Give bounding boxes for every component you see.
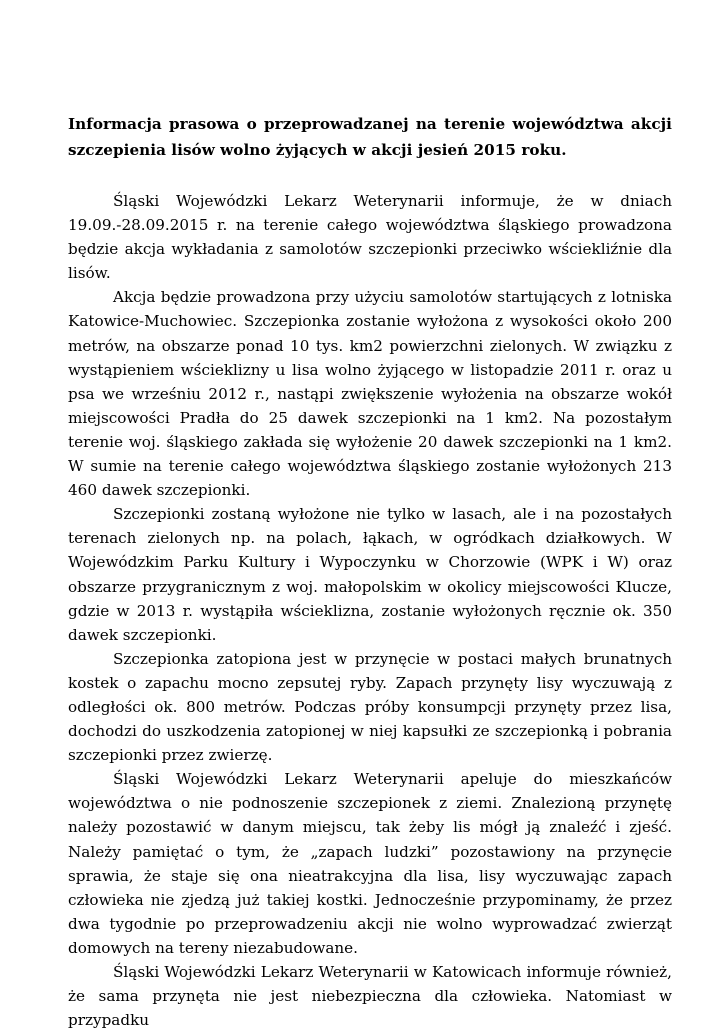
paragraph-bait-description: Szczepionka zatopiona jest w przynęcie w postaci małych brunatnych kostek o zapachu mocno zepsutej ryby. Zapach przynęty lisy wyczuwają z odległości ok. 800 metrów. Podczas próby konsumpcji przynęty przez lisa, dochodzi do uszkodzenia zatopionej w niej kapsułki ze szczepionką i pobrania szczepionki przez zwierzę. xyxy=(68,649,672,765)
paragraph-campaign-details: Akcja będzie prowadzona przy użyciu samolotów startujących z lotniska Katowice-Muchowiec. Szczepionka zostanie wyłożona z wysokości około 200 metrów, na obszarze ponad 10 tys. km2 powierzchni zielonych. W związku z wystąpieniem wścieklizny u lisa wolno żyjącego w listopadzie 2011 r. oraz u psa we wrześniu 2012 r., nastąpi zwiększenie wyłożenia na obszarze wokół miejscowości Pradła do 25 dawek szczepionki na 1 km2. Na pozostałym terenie woj. śląskiego zakłada się wyłożenie 20 dawek szczepionki na 1 km2. W sumie na terenie całego województwa śląskiego zostanie wyłożonych 213 460 dawek szczepionki. xyxy=(68,288,672,500)
document-title: Informacja prasowa o przeprowadzanej na terenie województwa akcji szczepienia lisów wolno żyjących w akcji jesień 2015 roku. xyxy=(68,115,672,159)
paragraph-announcement: Śląski Wojewódzki Lekarz Weterynarii informuje, że w dniach 19.09.-28.09.2015 r. na terenie całego województwa śląskiego prowadzona będzie akcja wykładania z samolotów szczepionki przeciwko wściekliźnie dla lisów. xyxy=(68,192,672,283)
document-page xyxy=(68,112,672,1032)
paragraph-public-appeal: Śląski Wojewódzki Lekarz Weterynarii apeluje do mieszkańców województwa o nie podnoszenie szczepionek z ziemi. Znalezioną przynętę należy pozostawić w danym miejscu, tak żeby lis mógł ją znaleźć i zjeść. Należy pamiętać o tym, że „zapach ludzki” pozostawiony na przynęcie sprawia, że staje się ona nieatrakcyjna dla lisa, lisy wyczuwając zapach człowieka nie zjedzą już takiej kostki. Jednocześnie przypominamy, że przez dwa tygodnie po przeprowadzeniu akcji nie wolno wyprowadzać zwierząt domowych na tereny niezabudowane. xyxy=(68,770,672,957)
paragraph-safety-info: Śląski Wojewódzki Lekarz Weterynarii w Katowicach informuje również, że sama przynęta nie jest niebezpieczna dla człowieka. Natomiast w przypadku xyxy=(68,963,672,1030)
paragraph-placement-areas: Szczepionki zostaną wyłożone nie tylko w lasach, ale i na pozostałych terenach zielonych np. na polach, łąkach, w ogródkach działkowych. W Wojewódzkim Parku Kultury i Wypoczynku w Chorzowie (WPK i W) oraz obszarze przygranicznym z woj. małopolskim w okolicy miejscowości Klucze, gdzie w 2013 r. wystąpiła wścieklizna, zostanie wyłożonych ręcznie ok. 350 dawek szczepionki. xyxy=(68,505,672,644)
